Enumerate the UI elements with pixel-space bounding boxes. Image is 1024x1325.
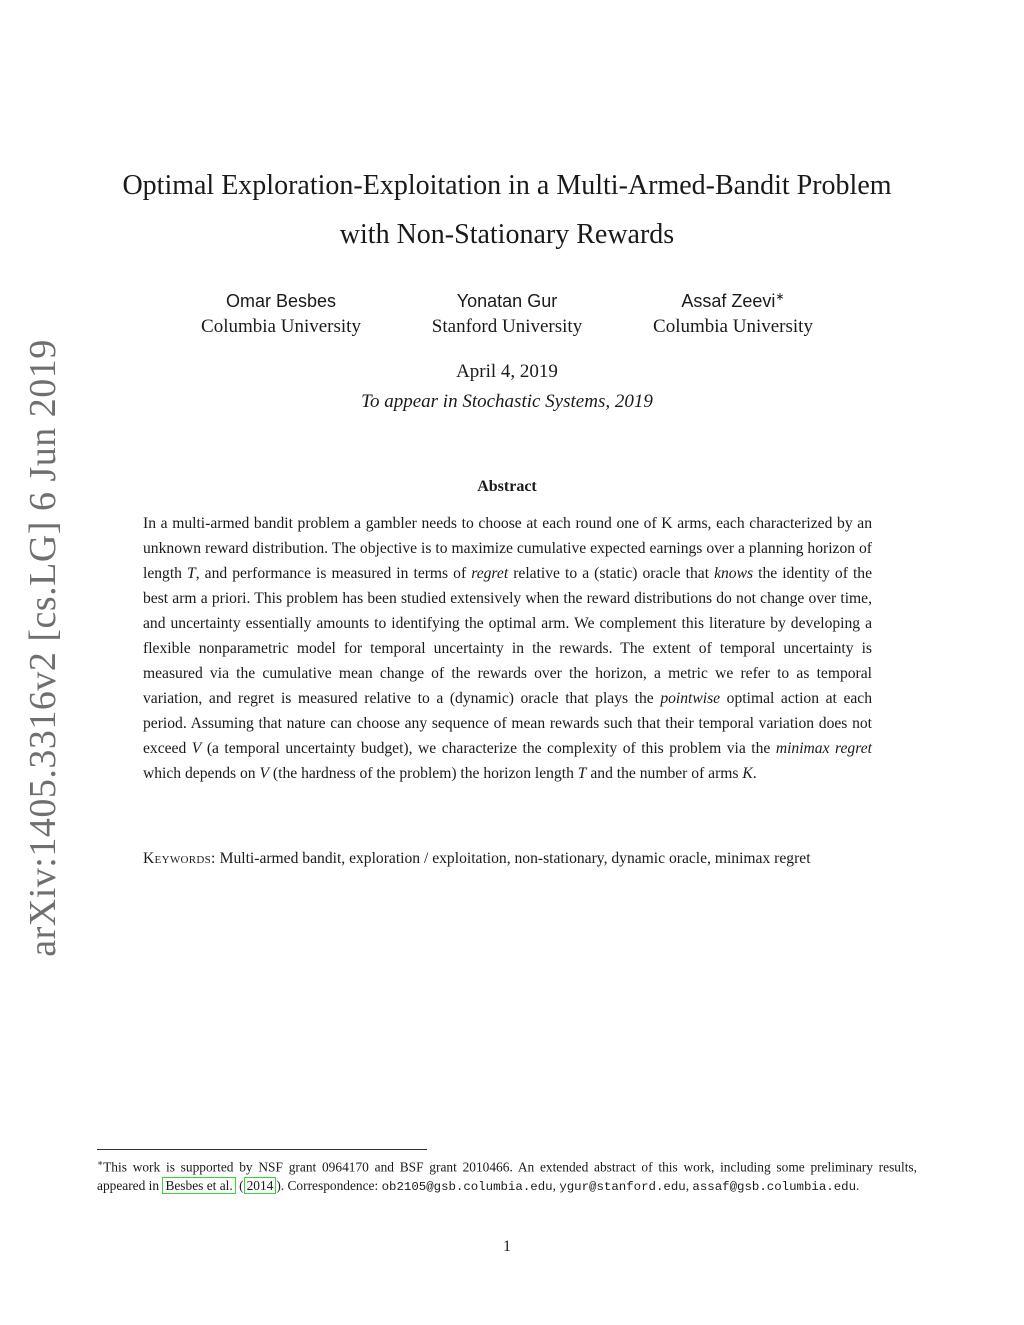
footnote-divider [97,1149,427,1150]
author-name: Yonatan Gur [456,291,558,311]
email-link[interactable]: ob2105@gsb.columbia.edu [381,1180,553,1195]
abstract-heading: Abstract [477,478,537,495]
footnote: ∗This work is supported by NSF grant 0964170 and BSF grant 2010466. An extended abstract of this work, including some preliminary results, appeared in Besbes et al. ( 2014 ). Correspondence: ob2105@gsb.columbia.edu, ygur@stanford.edu, assaf@gsb.columbia.edu. [97,1158,917,1195]
page-number: 1 [503,1238,511,1255]
author-name: Assaf Zeevi∗ [681,291,785,311]
author-name: Omar Besbes [225,291,337,311]
author-block [182,285,380,338]
abstract-text: In a multi-armed bandit problem a gambler needs to choose at each round one of K arms, each characterized by an unknown reward distribution. The objective is to maximize cumulative expected earnings over a planning horizon of length T, and performance is measured in terms of regret relative to a (static) oracle that knows the identity of the best arm a priori. This problem has been studied extensively when the reward distributions do not change over time, and uncertainty essentially amounts to identifying the optimal arm. We complement this literature by developing a flexible nonparametric model for temporal uncertainty in the rewards. The extent of temporal uncertainty is measured via the cumulative mean change of the rewards over the horizon, a metric we refer to as temporal variation, and regret is measured relative to a (dynamic) oracle that plays the pointwise optimal action at each period. Assuming that nature can choose any sequence of mean rewards such that their temporal variation does not exceed V (a temporal uncertainty budget), we characterize the complexity of this problem via the minimax regret which depends on V (the hardness of the problem) the horizon length T and the number of arms K. [143,515,873,782]
author-block [408,285,606,338]
footnote-marker: ∗ [97,1158,104,1168]
email-link[interactable]: ygur@stanford.edu [559,1180,686,1195]
keywords-text: Multi-armed bandit, exploration / exploitation, non-stationary, dynamic oracle, minimax regret [215,850,811,867]
email-link[interactable]: assaf@gsb.columbia.edu [692,1180,857,1195]
author-affiliation: Stanford University [431,316,583,337]
paper-title-line-1: Optimal Exploration-Exploitation in a Multi-Armed-Bandit Problem [122,170,892,201]
author-affiliation: Columbia University [201,316,361,337]
author-block [634,285,832,338]
keywords-label: Keywords: [143,850,216,867]
arxiv-identifier-stamp: arXiv:1405.3316v2 [cs.LG] 6 Jun 2019 [22,339,64,957]
citation-link-authors[interactable]: Besbes et al. [162,1177,235,1194]
footnote-marker: ∗ [775,291,785,303]
keywords [143,846,872,871]
publication-note: To appear in Stochastic Systems, 2019 [361,391,653,412]
paper-date: April 4, 2019 [456,361,558,382]
paper-title-line-2: with Non-Stationary Rewards [339,219,675,250]
author-affiliation: Columbia University [653,316,813,337]
citation-link-year[interactable]: 2014 [244,1177,277,1194]
